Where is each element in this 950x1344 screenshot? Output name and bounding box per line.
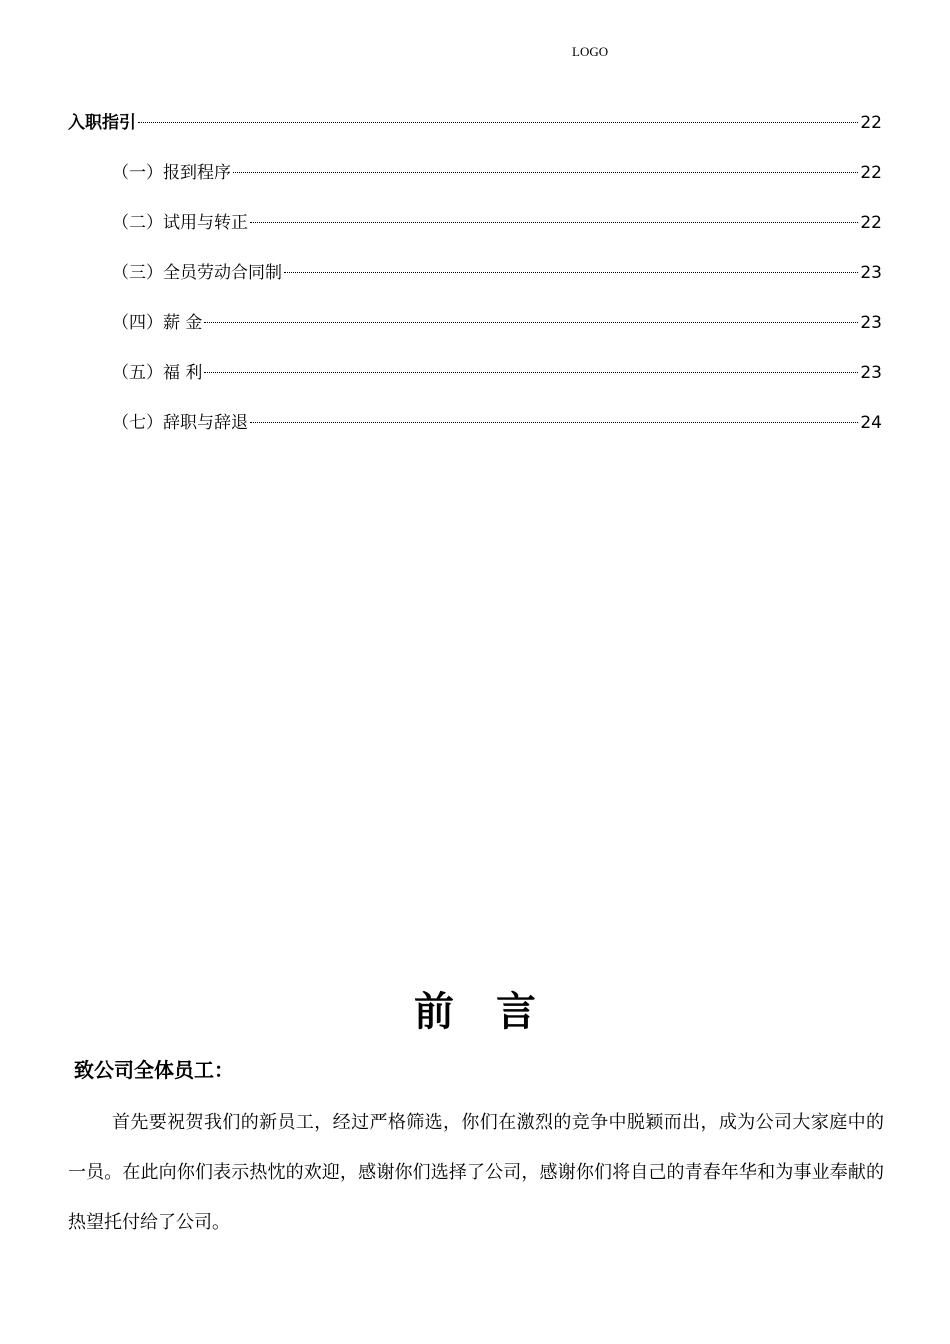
toc-entry-label: （五）福 利	[112, 363, 203, 383]
toc-page-number: 22	[860, 163, 882, 183]
toc-page-number: 24	[860, 413, 882, 433]
toc-page-number: 23	[860, 313, 882, 333]
toc-entry-label: （二）试用与转正	[112, 213, 248, 233]
toc-page-number: 22	[860, 113, 882, 133]
toc-dot-leader	[284, 272, 858, 273]
toc-entry-benefits[interactable]	[68, 358, 882, 408]
toc-entry-probation[interactable]	[68, 208, 882, 258]
toc-page-number: 23	[860, 363, 882, 383]
toc-page-number: 23	[860, 263, 882, 283]
toc-dot-leader	[233, 172, 858, 173]
toc-entry-reporting-procedure[interactable]	[68, 158, 882, 208]
toc-entry-label: （七）辞职与辞退	[112, 413, 248, 433]
toc-entry-onboarding-guide[interactable]	[68, 108, 882, 158]
toc-entry-label: （四）薪 金	[112, 313, 203, 333]
toc-entry-salary[interactable]	[68, 308, 882, 358]
toc-page-number: 22	[860, 213, 882, 233]
toc-dot-leader	[250, 422, 858, 423]
toc-dot-leader	[138, 122, 858, 123]
toc-entry-label: 入职指引	[68, 113, 136, 133]
toc-dot-leader	[204, 322, 858, 323]
logo-text: LOGO	[572, 44, 609, 59]
toc-entry-label: （一）报到程序	[112, 163, 231, 183]
preface-title: 前 言	[414, 989, 550, 1035]
toc-entry-labor-contract[interactable]	[68, 258, 882, 308]
toc-dot-leader	[250, 222, 858, 223]
table-of-contents	[68, 108, 882, 458]
preface-salutation: 致公司全体员工：	[74, 1058, 234, 1082]
toc-dot-leader	[204, 372, 858, 373]
toc-entry-resignation-dismissal[interactable]	[68, 408, 882, 458]
toc-entry-label: （三）全员劳动合同制	[112, 263, 282, 283]
preface-body-paragraph: 首先要祝贺我们的新员工，经过严格筛选，你们在激烈的竞争中脱颖而出，成为公司大家庭中的一员。在此向你们表示热忱的欢迎，感谢你们选择了公司，感谢你们将自己的青春年华和为事业奉献的热望托付给了公司。	[68, 1112, 884, 1233]
